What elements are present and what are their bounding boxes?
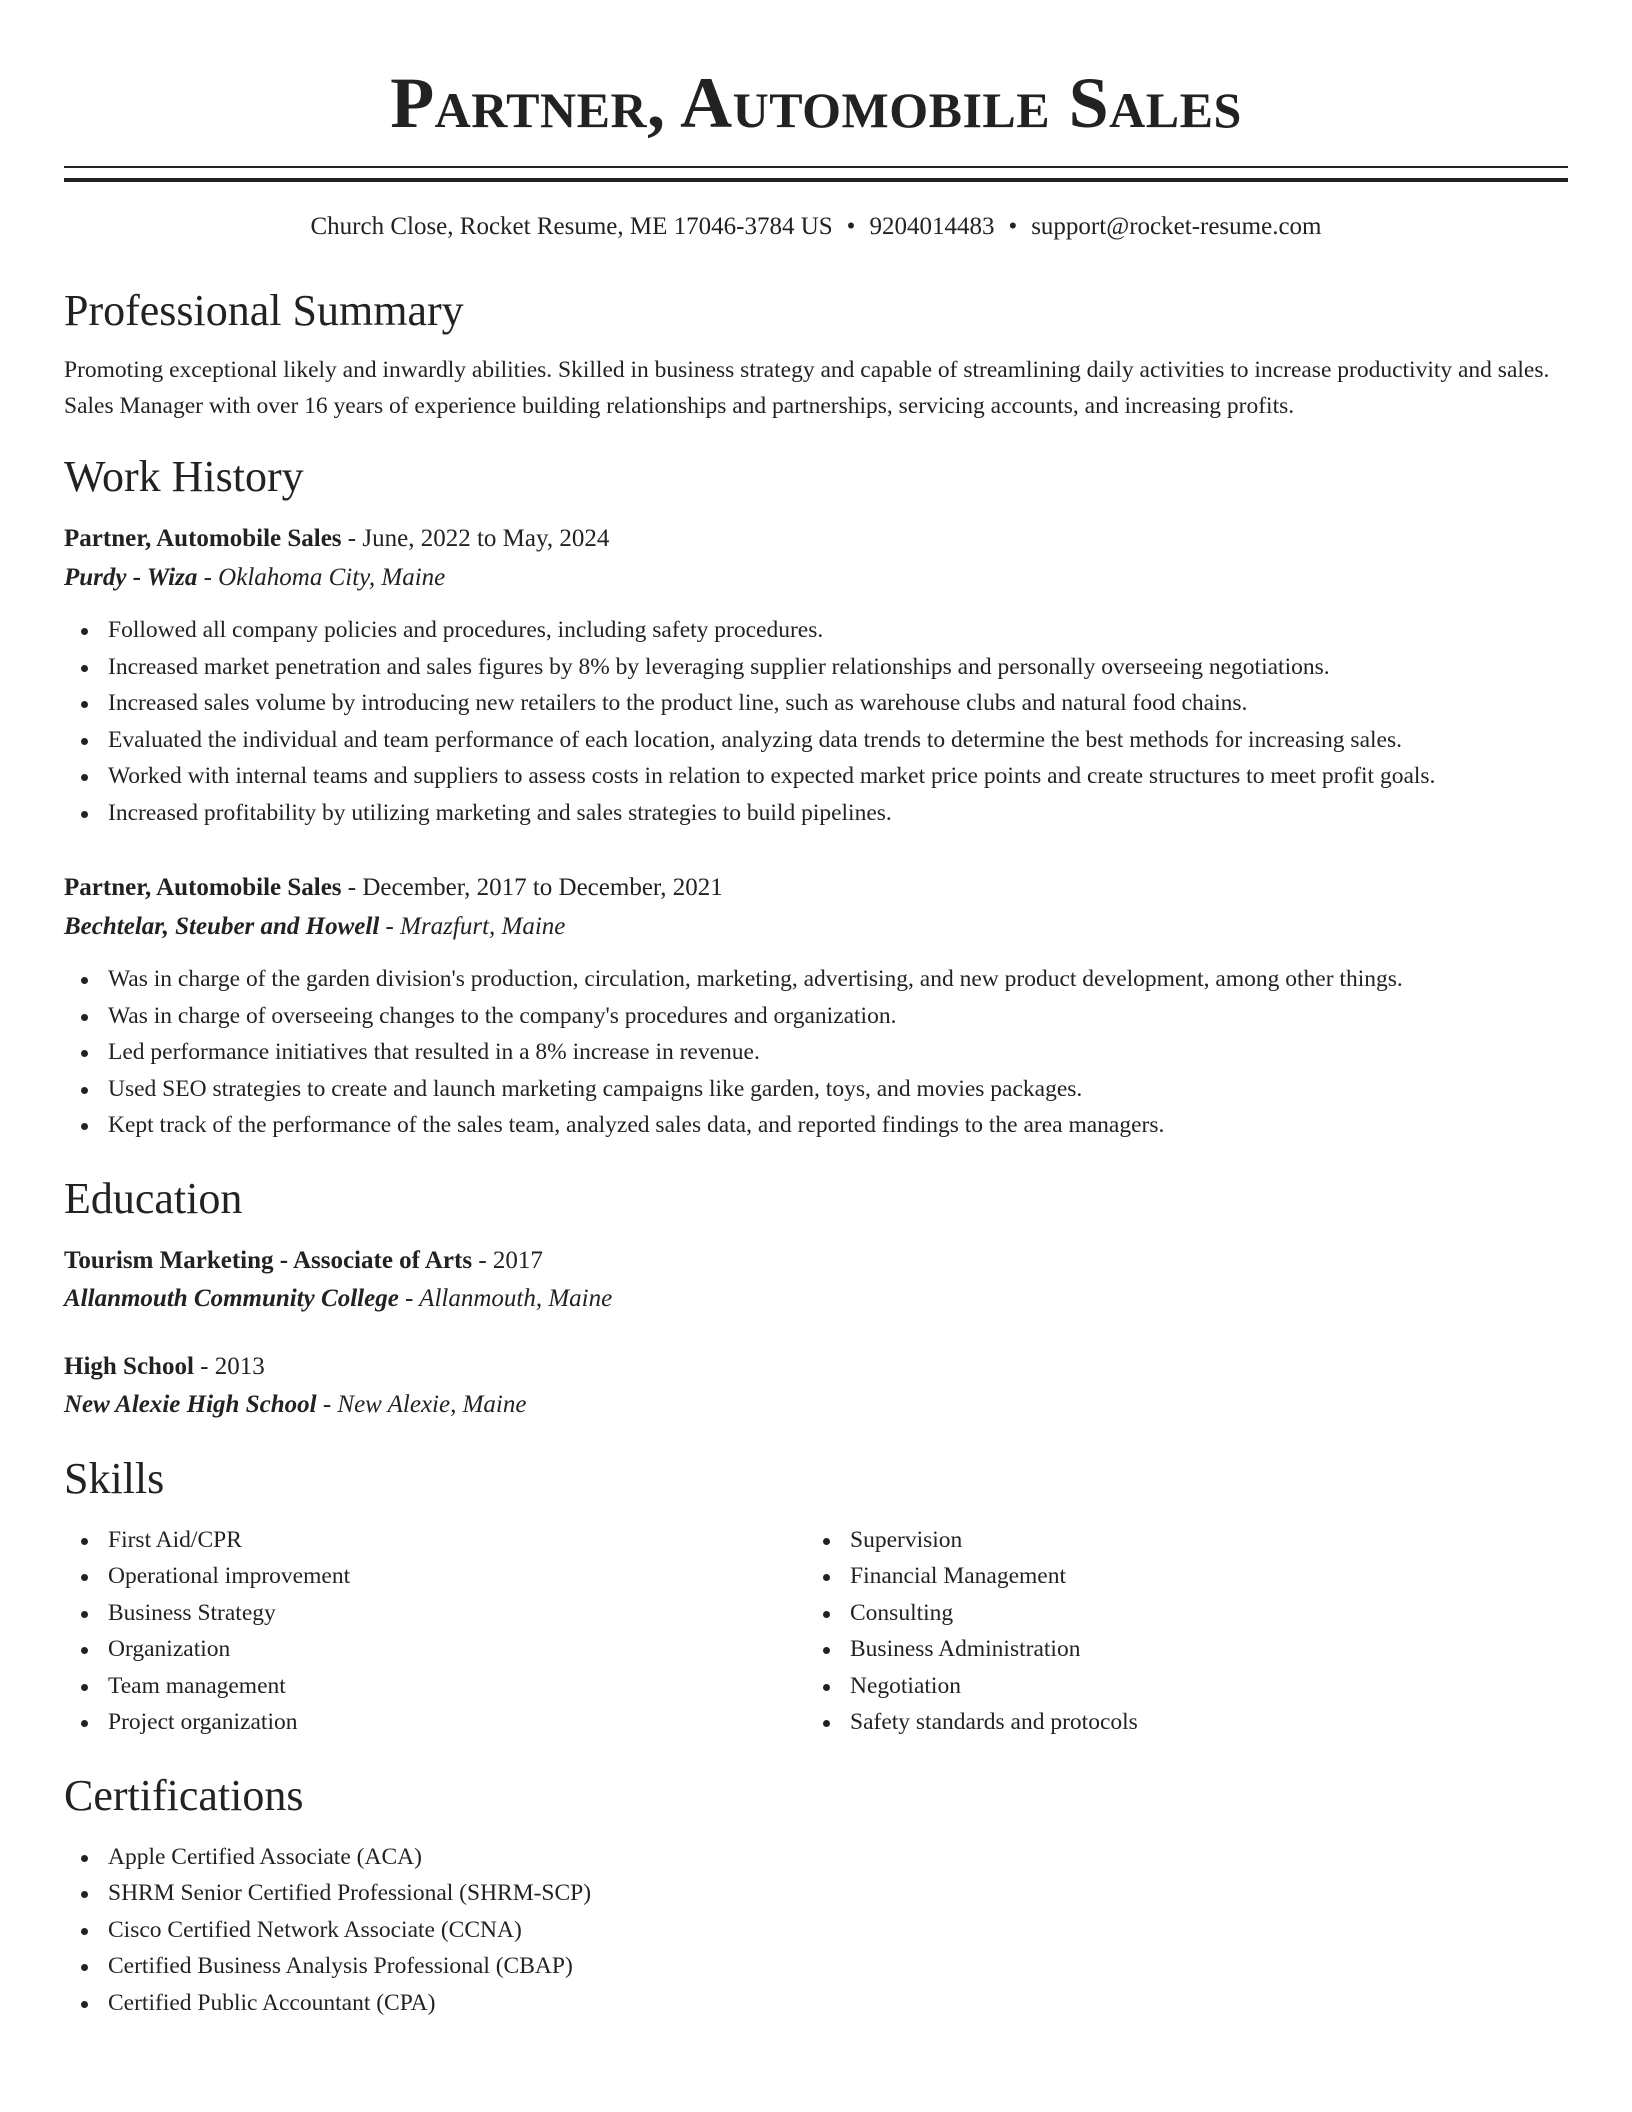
list-item: Certified Public Accountant (CPA) xyxy=(64,1985,1568,2022)
list-item: Evaluated the individual and team performance of each location, analyzing data trends to determine the best methods for increasing sales. xyxy=(64,722,1568,759)
degree-line xyxy=(64,1242,1568,1280)
skills-columns xyxy=(64,1522,1568,1741)
list-item: Consulting xyxy=(806,1595,1548,1632)
school-line xyxy=(64,1280,1568,1318)
school-name: New Alexie High School xyxy=(64,1390,317,1418)
education-entry xyxy=(64,1348,1568,1424)
header-double-rule xyxy=(64,166,1568,182)
skills-column-left xyxy=(64,1522,806,1741)
resume-title: Partner, Automobile Sales xyxy=(390,63,1242,143)
job-entry xyxy=(64,869,1568,1144)
school-location: - New Alexie, Maine xyxy=(316,1390,527,1418)
school-line xyxy=(64,1386,1568,1424)
contact-address: Church Close, Rocket Resume, ME 17046-3784 US xyxy=(310,213,833,240)
contact-line xyxy=(64,212,1568,242)
job-title: Partner, Automobile Sales xyxy=(64,874,342,901)
contact-phone: 9204014483 xyxy=(869,213,995,240)
job-dates: - December, 2017 to December, 2021 xyxy=(341,874,723,901)
list-item: Supervision xyxy=(806,1522,1548,1559)
skills-list-left xyxy=(64,1522,806,1741)
job-dates: - June, 2022 to May, 2024 xyxy=(341,525,610,552)
list-item: Increased profitability by utilizing marketing and sales strategies to build pipelines. xyxy=(64,795,1568,832)
list-item: Business Administration xyxy=(806,1631,1548,1668)
employer-line xyxy=(64,907,1568,947)
section-heading-summary: Professional Summary xyxy=(64,286,464,335)
school-name: Allanmouth Community College xyxy=(64,1284,399,1312)
degree-name: High School xyxy=(64,1352,194,1380)
job-bullet-list xyxy=(64,961,1568,1144)
list-item: Led performance initiatives that resulted in a 8% increase in revenue. xyxy=(64,1034,1568,1071)
list-item: Team management xyxy=(64,1668,806,1705)
list-item: Kept track of the performance of the sales team, analyzed sales data, and reported findings to the area managers. xyxy=(64,1107,1568,1144)
list-item: Certified Business Analysis Professional (CBAP) xyxy=(64,1948,1568,1985)
list-item: Negotiation xyxy=(806,1668,1548,1705)
contact-separator: • xyxy=(1008,213,1018,240)
employer-name: Purdy - Wiza xyxy=(64,564,198,591)
list-item: Used SEO strategies to create and launch marketing campaigns like garden, toys, and movies packages. xyxy=(64,1071,1568,1108)
section-heading-work-history: Work History xyxy=(64,452,304,501)
job-title: Partner, Automobile Sales xyxy=(64,525,342,552)
employer-location: - Oklahoma City, Maine xyxy=(197,564,446,591)
job-title-line xyxy=(64,520,1568,558)
list-item: Increased sales volume by introducing new retailers to the product line, such as warehouse clubs and natural food chains. xyxy=(64,685,1568,722)
certifications-list xyxy=(64,1839,1568,2022)
job-entry xyxy=(64,520,1568,831)
skills-column-right xyxy=(806,1522,1548,1741)
skills-list-right xyxy=(806,1522,1548,1741)
degree-name: Tourism Marketing - Associate of Arts xyxy=(64,1246,473,1274)
summary-paragraph: Promoting exceptional likely and inwardly abilities. Skilled in business strategy and capable of streamlining daily activities to increase productivity and sales. Sales Manager with over 16 years of experience building relationships and partnerships, servicing accounts, and increasing profits. xyxy=(64,357,1550,419)
education-entry xyxy=(64,1242,1568,1318)
section-heading-education: Education xyxy=(64,1173,243,1223)
section-heading-certifications: Certifications xyxy=(64,1770,304,1820)
list-item: Operational improvement xyxy=(64,1558,806,1595)
section-heading-skills: Skills xyxy=(64,1453,165,1503)
list-item: First Aid/CPR xyxy=(64,1522,806,1559)
list-item: Organization xyxy=(64,1631,806,1668)
list-item: Financial Management xyxy=(806,1558,1548,1595)
list-item: Business Strategy xyxy=(64,1595,806,1632)
employer-line xyxy=(64,558,1568,598)
job-title-line xyxy=(64,869,1568,907)
degree-line xyxy=(64,1348,1568,1386)
contact-email: support@rocket-resume.com xyxy=(1031,213,1322,240)
school-location: - Allanmouth, Maine xyxy=(398,1284,613,1312)
list-item: SHRM Senior Certified Professional (SHRM-SCP) xyxy=(64,1875,1568,1912)
list-item: Was in charge of overseeing changes to the company's procedures and organization. xyxy=(64,998,1568,1035)
list-item: Increased market penetration and sales figures by 8% by leveraging supplier relationships and personally overseeing negotiations. xyxy=(64,649,1568,686)
list-item: Followed all company policies and procedures, including safety procedures. xyxy=(64,612,1568,649)
list-item: Cisco Certified Network Associate (CCNA) xyxy=(64,1912,1568,1949)
job-bullet-list xyxy=(64,612,1568,831)
employer-location: - Mrazfurt, Maine xyxy=(379,913,566,940)
list-item: Project organization xyxy=(64,1704,806,1741)
degree-year: - 2017 xyxy=(472,1246,543,1274)
list-item: Apple Certified Associate (ACA) xyxy=(64,1839,1568,1876)
contact-separator: • xyxy=(846,213,856,240)
list-item: Safety standards and protocols xyxy=(806,1704,1548,1741)
degree-year: - 2013 xyxy=(193,1352,265,1380)
employer-name: Bechtelar, Steuber and Howell xyxy=(64,913,380,940)
list-item: Was in charge of the garden division's production, circulation, marketing, advertising, and new product development, among other things. xyxy=(64,961,1568,998)
list-item: Worked with internal teams and suppliers to assess costs in relation to expected market price points and create structures to meet profit goals. xyxy=(64,758,1568,795)
